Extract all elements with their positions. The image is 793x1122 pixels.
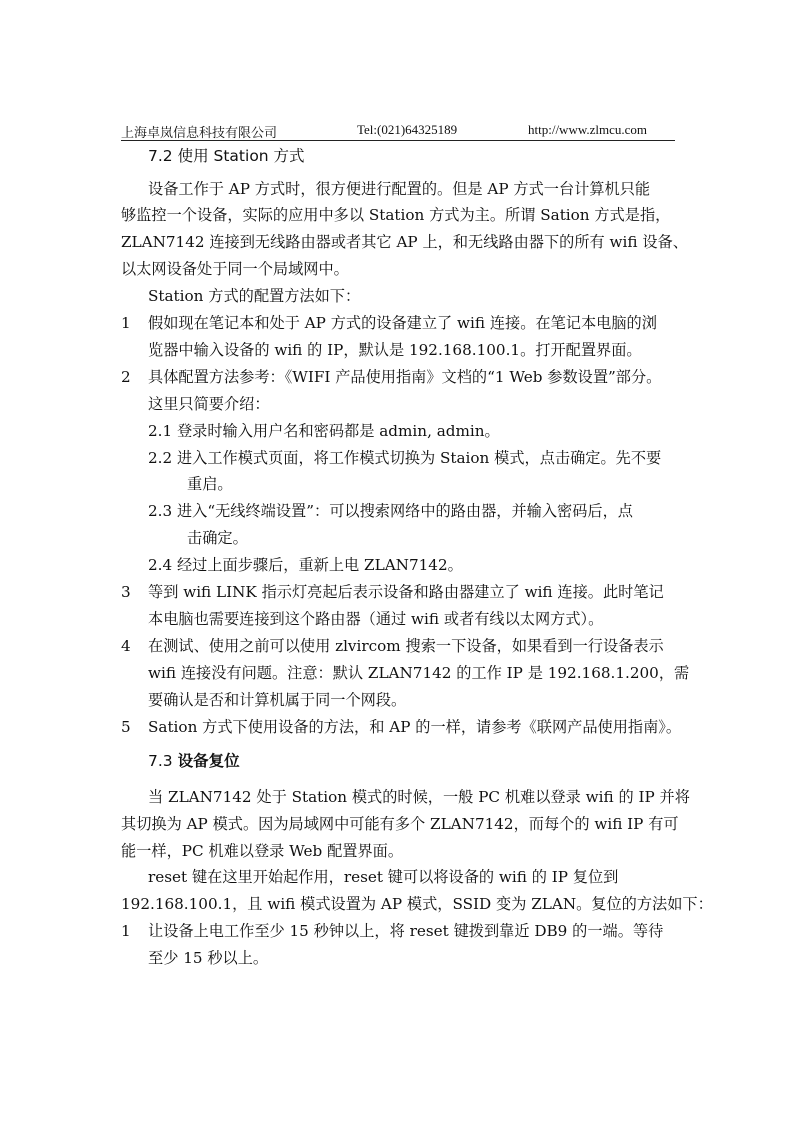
s72-sub-2-2-line2: 重启。 <box>187 475 233 493</box>
s72-item1-line2: 览器中输入设备的 wifi 的 IP，默认是 192.168.100.1。打开配置界面。 <box>148 341 642 359</box>
s73-para1-line2: 其切换为 AP 模式。因为局域网中可能有多个 ZLAN7142，而每个的 wifi IP 有可 <box>121 815 679 833</box>
header-website: http://www.zlmcu.com <box>528 122 648 137</box>
s72-item3-line1: 等到 wifi LINK 指示灯亮起后表示设备和路由器建立了 wifi 连接。此时笔记 <box>148 583 664 601</box>
header-company: 上海卓岚信息科技有限公司 <box>121 125 278 140</box>
s73-item1-number: 1 <box>121 922 131 940</box>
s72-para1-line1: 设备工作于 AP 方式时，很方便进行配置的。但是 AP 方式一台计算机只能 <box>148 180 651 198</box>
s73-item1-line2: 至少 15 秒以上。 <box>148 949 269 967</box>
s72-item5-number: 5 <box>121 718 131 736</box>
header-rule <box>121 140 675 141</box>
header-telephone: Tel:(021)64325189 <box>357 122 458 137</box>
s73-para2-line2: 192.168.100.1，且 wifi 模式设置为 AP 模式，SSID 变为 ZLAN。复位的方法如下： <box>121 895 713 913</box>
section-7-2-title <box>148 147 305 165</box>
s72-sub-2-4: 2.4 经过上面步骤后，重新上电 ZLAN7142。 <box>148 556 463 574</box>
s72-para2: Station 方式的配置方法如下： <box>148 287 361 305</box>
s73-item1-line1: 让设备上电工作至少 15 秒钟以上，将 reset 键拨到靠近 DB9 的一端。等待 <box>148 922 664 940</box>
s72-para1-line2: 够监控一个设备，实际的应用中多以 Station 方式为主。所谓 Sation 方式是指， <box>121 206 671 224</box>
s72-item1-line1: 假如现在笔记本和处于 AP 方式的设备建立了 wifi 连接。在笔记本电脑的浏 <box>148 314 657 332</box>
s72-item3-line2: 本电脑也需要连接到这个路由器（通过 wifi 或者有线以太网方式）。 <box>148 610 604 628</box>
s72-para1-line3: ZLAN7142 连接到无线路由器或者其它 AP 上，和无线路由器下的所有 wifi 设备、 <box>121 233 688 251</box>
page-header <box>121 122 675 140</box>
s72-item2-number: 2 <box>121 368 131 386</box>
s73-para2-line1: reset 键在这里开始起作用，reset 键可以将设备的 wifi 的 IP 复位到 <box>148 868 619 886</box>
s72-sub-2-3-line1: 2.3 进入“无线终端设置”：可以搜索网络中的路由器，并输入密码后，点 <box>148 502 633 520</box>
section-7-3-text: 设备复位 <box>177 752 240 770</box>
s73-para1-line3: 能一样，PC 机难以登录 Web 配置界面。 <box>121 842 404 860</box>
s72-item1-number: 1 <box>121 314 131 332</box>
s72-item4-number: 4 <box>121 637 131 655</box>
s72-item4-line3: 要确认是否和计算机属于同一个网段。 <box>148 691 407 709</box>
s72-sub-2-3-line2: 击确定。 <box>187 529 248 547</box>
section-7-2-text: 使用 Station 方式 <box>177 147 305 165</box>
section-7-3-number: 7.3 <box>148 752 173 770</box>
s72-para1-line4: 以太网设备处于同一个局域网中。 <box>121 260 349 278</box>
s73-para1-line1: 当 ZLAN7142 处于 Station 模式的时候，一般 PC 机难以登录 wifi 的 IP 并将 <box>148 788 690 806</box>
s72-item3-number: 3 <box>121 583 131 601</box>
s72-item2-line1: 具体配置方法参考：《WIFI 产品使用指南》文档的“1 Web 参数设置”部分。 <box>148 368 662 386</box>
section-7-3-title <box>148 752 240 770</box>
section-7-2-number: 7.2 <box>148 147 173 165</box>
s72-item4-line2: wifi 连接没有问题。注意：默认 ZLAN7142 的工作 IP 是 192.168.1.200，需 <box>148 664 690 682</box>
s72-sub-2-2-line1: 2.2 进入工作模式页面，将工作模式切换为 Staion 模式，点击确定。先不要 <box>148 449 662 467</box>
s72-item2-line2: 这里只简要介绍： <box>148 395 270 413</box>
s72-item5-line1: Sation 方式下使用设备的方法，和 AP 的一样，请参考《联网产品使用指南》。 <box>148 718 682 736</box>
s72-item4-line1: 在测试、使用之前可以使用 zlvircom 搜索一下设备，如果看到一行设备表示 <box>148 637 664 655</box>
s72-sub-2-1: 2.1 登录时输入用户名和密码都是 admin, admin。 <box>148 422 500 440</box>
